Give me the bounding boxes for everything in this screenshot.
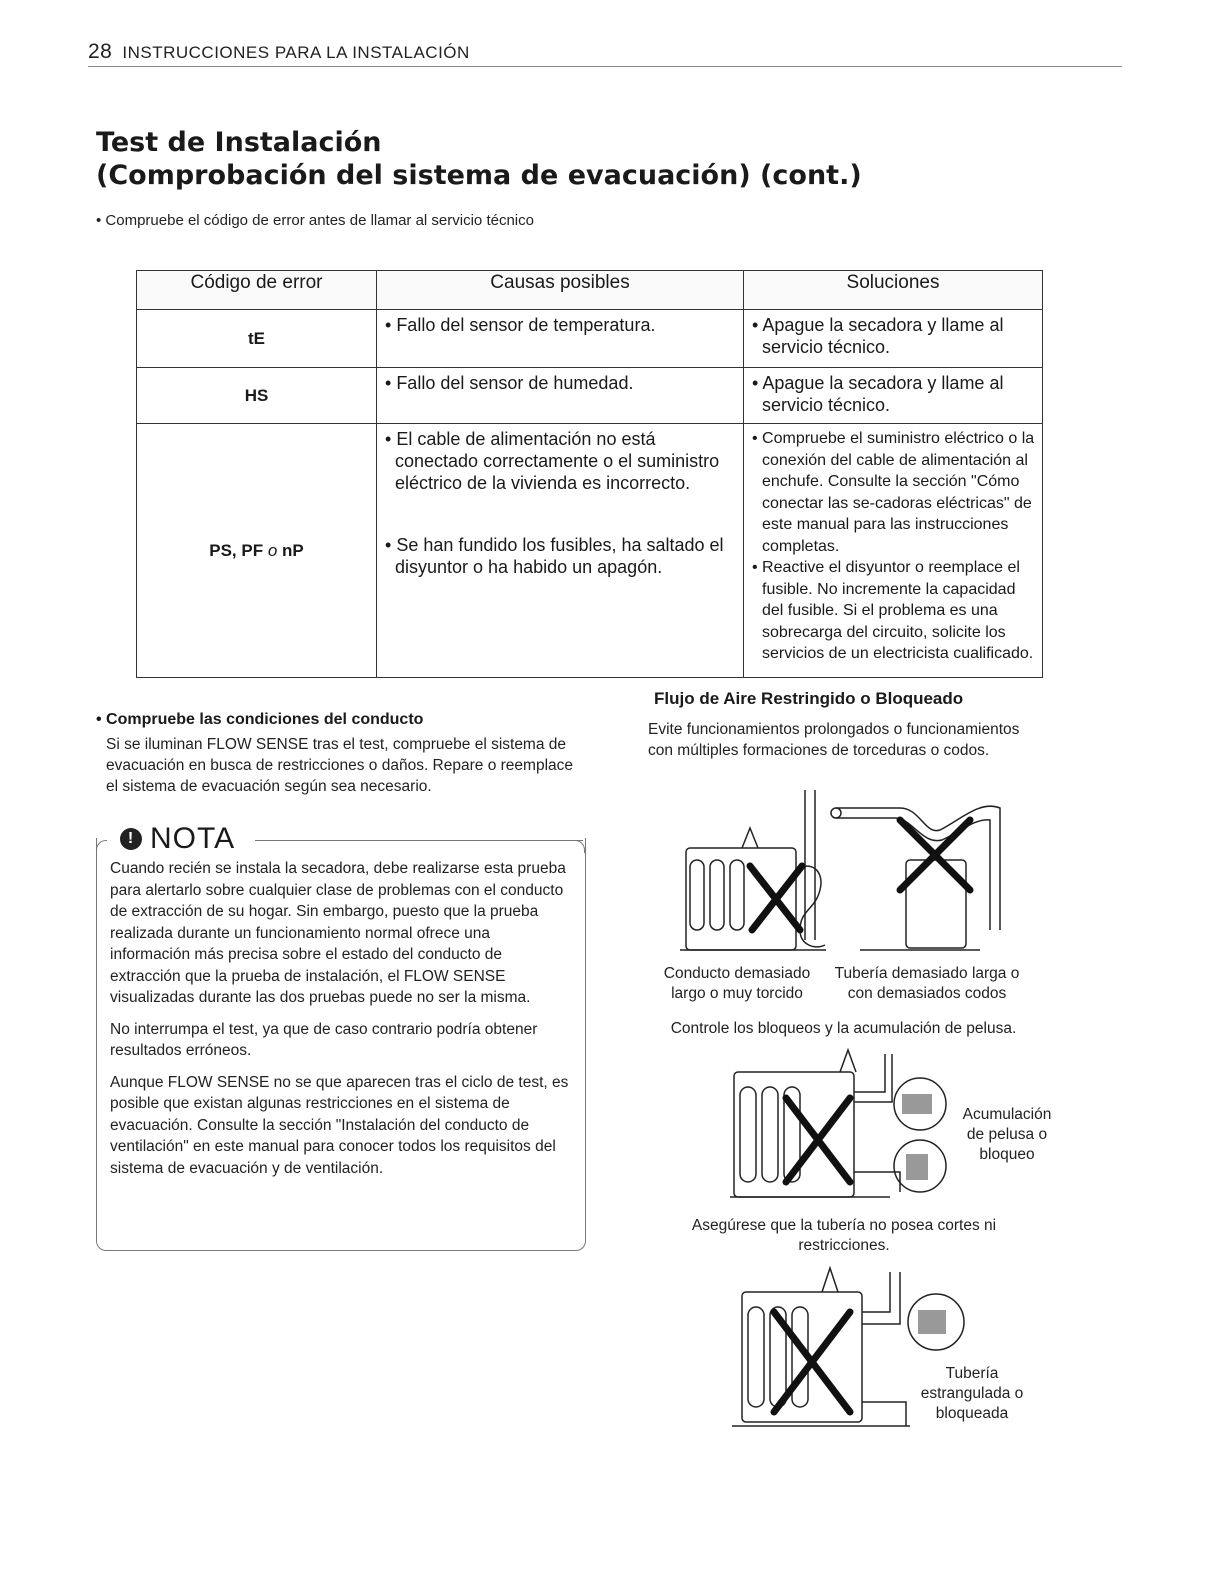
solution-text: • Compruebe el suministro eléctrico o la conexión del cable de alimentación al enchufe. Consulte la sección "Cómo conectar las se-cadoras eléctricas" de este manual para las instrucciones completas. bbox=[752, 430, 1035, 555]
solution-text: • Reactive el disyuntor o reemplace el fusible. No incremente la capacidad del fusible. Si el problema es una sobrecarga del circuito, solicite los servicios de un electricista cualificado. bbox=[752, 559, 1034, 662]
cause-text: • El cable de alimentación no está conectado correctamente o el suministro eléctrico de la vivienda es incorrecto. bbox=[385, 429, 720, 493]
table-header-row bbox=[137, 271, 1043, 310]
solution-text: • Apague la secadora y llame al servicio técnico. bbox=[752, 373, 1004, 415]
solution-text: • Apague la secadora y llame al servicio técnico. bbox=[752, 315, 1004, 357]
caption-long-duct: Conducto demasiado largo o muy torcido bbox=[663, 965, 811, 1002]
cause-text: • Se han fundido los fusibles, ha saltado el disyuntor o ha habido un apagón. bbox=[385, 535, 724, 577]
dryer-left-drawing bbox=[680, 790, 826, 950]
error-code: HS bbox=[137, 368, 377, 424]
note-paragraph: Cuando recién se instala la secadora, debe realizarse esta prueba para alertarlo sobre cualquier clase de problemas con el conducto de extracción de su hogar. Sin embargo, puesto que la prueba realizada durante un funcionamiento normal ofrece una bbox=[110, 860, 566, 942]
page-title bbox=[96, 126, 862, 192]
note-box-rule bbox=[255, 840, 583, 841]
airflow-heading: Flujo de Aire Restringido o Bloqueado bbox=[654, 689, 964, 708]
lint-label: Acumulación de pelusa o bloqueo bbox=[962, 1106, 1052, 1163]
blockage-text: Controle los bloqueos y la acumulación de pelusa. bbox=[670, 1020, 1017, 1037]
caption-many-elbows: Tubería demasiado larga o con demasiados codos bbox=[834, 965, 1020, 1002]
cuts-text: Asegúrese que la tubería no posea cortes ni restricciones. bbox=[691, 1217, 997, 1254]
lint-buildup-illustration bbox=[730, 1042, 960, 1202]
cause-text: • Fallo del sensor de humedad. bbox=[385, 373, 634, 393]
title-line-2: (Comprobación del sistema de evacuación) (cont.) bbox=[96, 160, 862, 191]
header-code: Código de error bbox=[137, 271, 377, 310]
table-row bbox=[137, 310, 1043, 368]
note-title: ! NOTA bbox=[118, 822, 245, 856]
table-row bbox=[137, 424, 1043, 678]
error-code: tE bbox=[137, 310, 377, 368]
error-code-table bbox=[136, 270, 1043, 678]
header-solution: Soluciones bbox=[744, 271, 1043, 310]
long-duct-illustration bbox=[650, 780, 1040, 960]
dryer-right-drawing bbox=[831, 806, 1000, 950]
note-paragraph: Aunque FLOW SENSE no se que aparecen tras el ciclo de test, es bbox=[110, 1073, 569, 1091]
duct-check-body: Si se iluminan FLOW SENSE tras el test, compruebe el sistema de evacuación en busca de restricciones o daños. Repare o reemplace el sistema de evacuación según sea necesario. bbox=[106, 736, 573, 795]
warning-icon: ! bbox=[120, 828, 142, 850]
note-paragraph: posible que existan algunas restricciones en el sistema de evacuación. Consulte la sección "Instalación del conducto de ventilación" en este manual para conocer todos los requisitos del sistema de evacuación y de ventilación. bbox=[110, 1095, 556, 1177]
page-header bbox=[88, 40, 470, 64]
airflow-body: Evite funcionamientos prolongados o funcionamientos con múltiples formaciones de torceduras o codos. bbox=[648, 721, 1020, 759]
note-paragraph: No interrumpa el test, ya que de caso contrario podría obtener resultados erróneos. bbox=[110, 1020, 538, 1059]
error-code: PS, PF o nP bbox=[137, 424, 377, 678]
header-rule bbox=[88, 66, 1122, 67]
table-row bbox=[137, 368, 1043, 424]
note-paragraph: información más precisa sobre el estado del conducto de extracción que la prueba de instalación, el FLOW SENSE visualizadas durante las dos pruebas puede no ser la misma. bbox=[110, 946, 531, 1006]
page-number: 28 bbox=[88, 40, 113, 63]
duct-check-heading: • Compruebe las condiciones del conducto bbox=[96, 711, 424, 728]
cause-text: • Fallo del sensor de temperatura. bbox=[385, 315, 656, 335]
header-cause: Causas posibles bbox=[377, 271, 744, 310]
note-body bbox=[110, 858, 572, 1189]
intro-text: • Compruebe el código de error antes de llamar al servicio técnico bbox=[96, 212, 534, 229]
section-title: INSTRUCCIONES PARA LA INSTALACIÓN bbox=[122, 43, 470, 62]
crushed-label: Tubería estrangulada o bloqueada bbox=[920, 1365, 1024, 1422]
title-line-1: Test de Instalación bbox=[96, 127, 382, 158]
